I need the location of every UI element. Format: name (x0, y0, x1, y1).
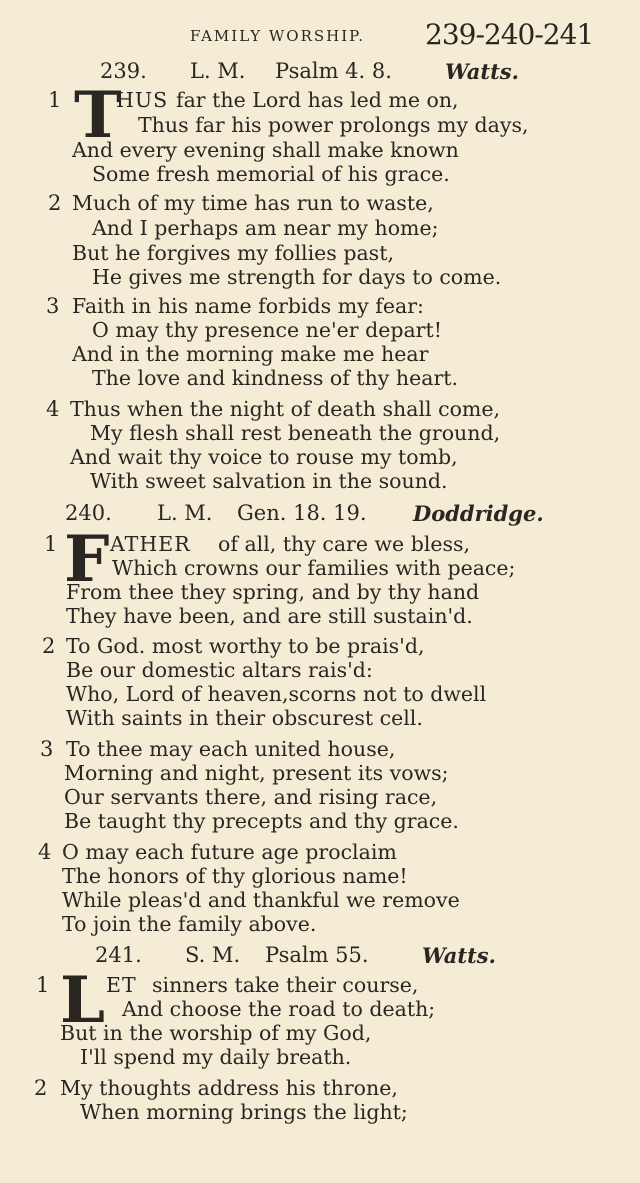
hymn-number: 241. (95, 943, 142, 967)
stanza-number: 2 (34, 1076, 48, 1100)
verse-line: I'll spend my daily breath. (80, 1045, 352, 1069)
page-header (0, 18, 640, 54)
hymn-heading (100, 59, 640, 87)
verse-line: Thus far his power prolongs my days, (138, 113, 529, 137)
hymn-author: Doddridge. (413, 501, 544, 526)
verse-line: My thoughts address his throne, (60, 1076, 398, 1100)
hymn-number: 240. (65, 501, 112, 525)
verse-line: And I perhaps am near my home; (92, 216, 439, 240)
verse-line: He gives me strength for days to come. (92, 265, 502, 289)
verse-line: And choose the road to death; (122, 997, 436, 1021)
page-numbers: 239-240-241 (425, 18, 594, 51)
verse-line: Morning and night, present its vows; (64, 761, 449, 785)
verse-line: O may thy presence ne'er depart! (92, 318, 442, 342)
verse-line: But in the worship of my God, (60, 1021, 372, 1045)
verse-line: Who, Lord of heaven,scorns not to dwell (66, 682, 487, 706)
verse-line: sinners take their course, (152, 973, 419, 997)
verse-line: Be taught thy precepts and thy grace. (64, 809, 459, 833)
verse-line: Which crowns our families with peace; (112, 556, 516, 580)
running-title: FAMILY WORSHIP. (190, 27, 366, 45)
verse-line: To join the family above. (62, 912, 317, 936)
verse-line: And every evening shall make known (72, 138, 459, 162)
verse-line: And wait thy voice to rouse my tomb, (70, 445, 458, 469)
first-word: ATHER (110, 532, 191, 556)
verse-line: of all, thy care we bless, (218, 532, 471, 556)
verse-line: With saints in their obscurest cell. (66, 706, 423, 730)
verse-line: When morning brings the light; (80, 1100, 408, 1124)
verse-line: Faith in his name forbids my fear: (72, 294, 424, 318)
verse-line: Our servants there, and rising race, (64, 785, 438, 809)
stanza-number: 1 (48, 88, 62, 112)
hymn-meter: L. M. (157, 501, 213, 525)
verse-line: And in the morning make me hear (72, 342, 429, 366)
verse-line: The honors of thy glorious name! (62, 864, 408, 888)
verse-line: far the Lord has led me on, (176, 88, 459, 112)
verse-line: My flesh shall rest beneath the ground, (90, 421, 501, 445)
verse-line: The love and kindness of thy heart. (92, 366, 459, 390)
dropcap: L (60, 963, 105, 1038)
hymn-author: Watts. (445, 59, 519, 84)
verse-line: From thee they spring, and by thy hand (66, 580, 480, 604)
verse-line: O may each future age proclaim (62, 840, 397, 864)
hymn-meter: S. M. (185, 943, 241, 967)
first-word: HUS (116, 88, 169, 112)
verse-line: To God. most worthy to be prais'd, (66, 634, 425, 658)
verse-line: To thee may each united house, (66, 737, 396, 761)
stanza-number: 1 (44, 532, 58, 556)
hymn-number: 239. (100, 59, 147, 83)
verse-line: Much of my time has run to waste, (72, 191, 434, 215)
verse-line: But he forgives my follies past, (72, 241, 394, 265)
stanza-number: 1 (36, 973, 50, 997)
verse-line: With sweet salvation in the sound. (90, 469, 448, 493)
stanza-number: 4 (46, 397, 60, 421)
hymn-author: Watts. (422, 943, 496, 968)
dropcap: T (74, 78, 122, 153)
hymn-meter: L. M. (190, 59, 246, 83)
verse-line: Be our domestic altars rais'd: (66, 658, 373, 682)
verse-line: Some fresh memorial of his grace. (92, 162, 450, 186)
hymn-heading (95, 943, 640, 971)
hymn-scripture: Psalm 4. 8. (275, 59, 392, 83)
dropcap: F (64, 522, 110, 597)
hymn-heading (65, 501, 640, 529)
stanza-number: 3 (46, 294, 60, 318)
stanza-number: 4 (38, 840, 52, 864)
verse-line: Thus when the night of death shall come, (70, 397, 501, 421)
stanza-number: 3 (40, 737, 54, 761)
hymn-scripture: Psalm 55. (265, 943, 369, 967)
first-word: ET (106, 973, 137, 997)
verse-line: While pleas'd and thankful we remove (62, 888, 460, 912)
stanza-number: 2 (48, 191, 62, 215)
stanza-number: 2 (42, 634, 56, 658)
verse-line: They have been, and are still sustain'd. (66, 604, 473, 628)
hymn-scripture: Gen. 18. 19. (237, 501, 367, 525)
